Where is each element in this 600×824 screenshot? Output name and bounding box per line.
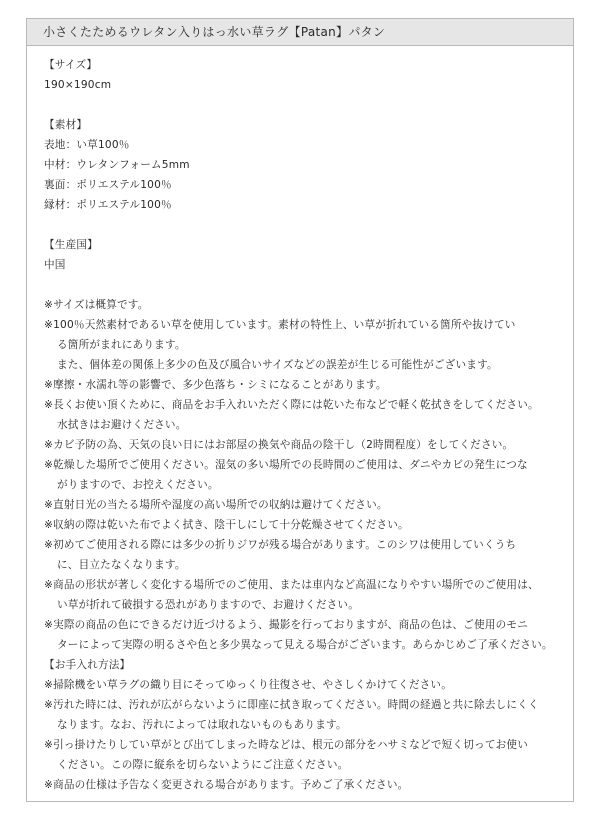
note-line: 水拭きはお避けください。 — [57, 419, 187, 431]
spacer — [44, 215, 565, 235]
note-line: る箇所がまれにあります。 — [57, 339, 186, 351]
material-item: 表地：い草100％ — [44, 139, 130, 151]
note-line: ※商品の形状が著しく変化する場所でのご使用、または車内など高温になりやすい場所でのご使用は、 — [44, 579, 539, 591]
size-heading: 【サイズ】 — [44, 59, 98, 71]
note-line: ※摩擦・水濡れ等の影響で、多少色落ち・シミになることがあります。 — [44, 379, 387, 391]
product-spec-panel — [26, 18, 574, 802]
spacer — [44, 275, 565, 295]
note-line: ※収納の際は乾いた布でよく拭き、陰干しにして十分乾燥させてください。 — [44, 519, 409, 531]
product-title: 小さくたためるウレタン入りはっ水い草ラグ【Patan】パタン — [27, 19, 573, 46]
care-line: ください。この際に縦糸を切らないようにご注意ください。 — [57, 759, 349, 771]
material-heading: 【素材】 — [44, 119, 88, 131]
care-line: ※商品の仕様は予告なく変更される場合があります。予めご了承ください。 — [44, 779, 409, 791]
note-line: ※100％天然素材であるい草を使用しています。素材の特性上、い草が折れている箇所や抜けてい — [44, 319, 516, 331]
note-line: に、目立たなくなります。 — [57, 559, 186, 571]
note-line: ※乾燥した場所でご使用ください。湿気の多い場所での長時間のご使用は、ダニやカビの発生につな — [44, 459, 528, 471]
material-item: 縁材：ポリエステル100％ — [44, 199, 172, 211]
note-line: ※初めてご使用される際には多少の折りジワが残る場合があります。このシワは使用していくうち — [44, 539, 517, 551]
spec-body — [27, 46, 573, 795]
note-line: また、個体差の関係上多少の色及び風合いサイズなどの誤差が生じる可能性がございます。 — [57, 359, 498, 371]
note-line: い草が折れて破損する恐れがありますので、お避けください。 — [57, 599, 360, 611]
care-line: ※引っ掛けたりしてい草がとび出てしまった時などは、根元の部分をハサミなどで短く切ってお使い — [44, 739, 528, 751]
origin-value: 中国 — [44, 259, 66, 271]
care-line: ※掃除機をい草ラグの織り目にそってゆっくり往復させ、やさしくかけてください。 — [44, 679, 453, 691]
spacer — [44, 95, 565, 115]
size-value: 190×190cm — [44, 79, 112, 91]
care-line: なります。なお、汚れによっては取れないものもあります。 — [57, 719, 347, 731]
care-heading: 【お手入れ方法】 — [44, 659, 131, 671]
note-line: ※直射日光の当たる場所や湿度の高い場所での収納は避けてください。 — [44, 499, 388, 511]
care-line: ※汚れた時には、汚れが広がらないように即座に拭き取ってください。時間の経過と共に除去しにくく — [44, 699, 539, 711]
material-item: 裏面：ポリエステル100％ — [44, 179, 172, 191]
note-line: ※カビ予防の為、天気の良い日にはお部屋の換気や商品の陰干し（2時間程度）をしてください。 — [44, 439, 514, 451]
note-line: がりますので、お控えください。 — [57, 479, 219, 491]
note-line: ※実際の商品の色にできるだけ近づけるよう、撮影を行っておりますが、商品の色は、ご使用のモニ — [44, 619, 528, 631]
origin-heading: 【生産国】 — [44, 239, 98, 251]
material-item: 中材：ウレタンフォーム5mm — [44, 159, 190, 171]
note-line: ※サイズは概算です。 — [44, 299, 149, 311]
note-line: ※長くお使い頂くために、商品をお手入れいただく際には乾いた布などで軽く乾拭きをしてください。 — [44, 399, 539, 411]
note-line: ターによって実際の明るさや色と多少異なって見える場合がございます。あらかじめご了承ください。 — [57, 639, 553, 651]
